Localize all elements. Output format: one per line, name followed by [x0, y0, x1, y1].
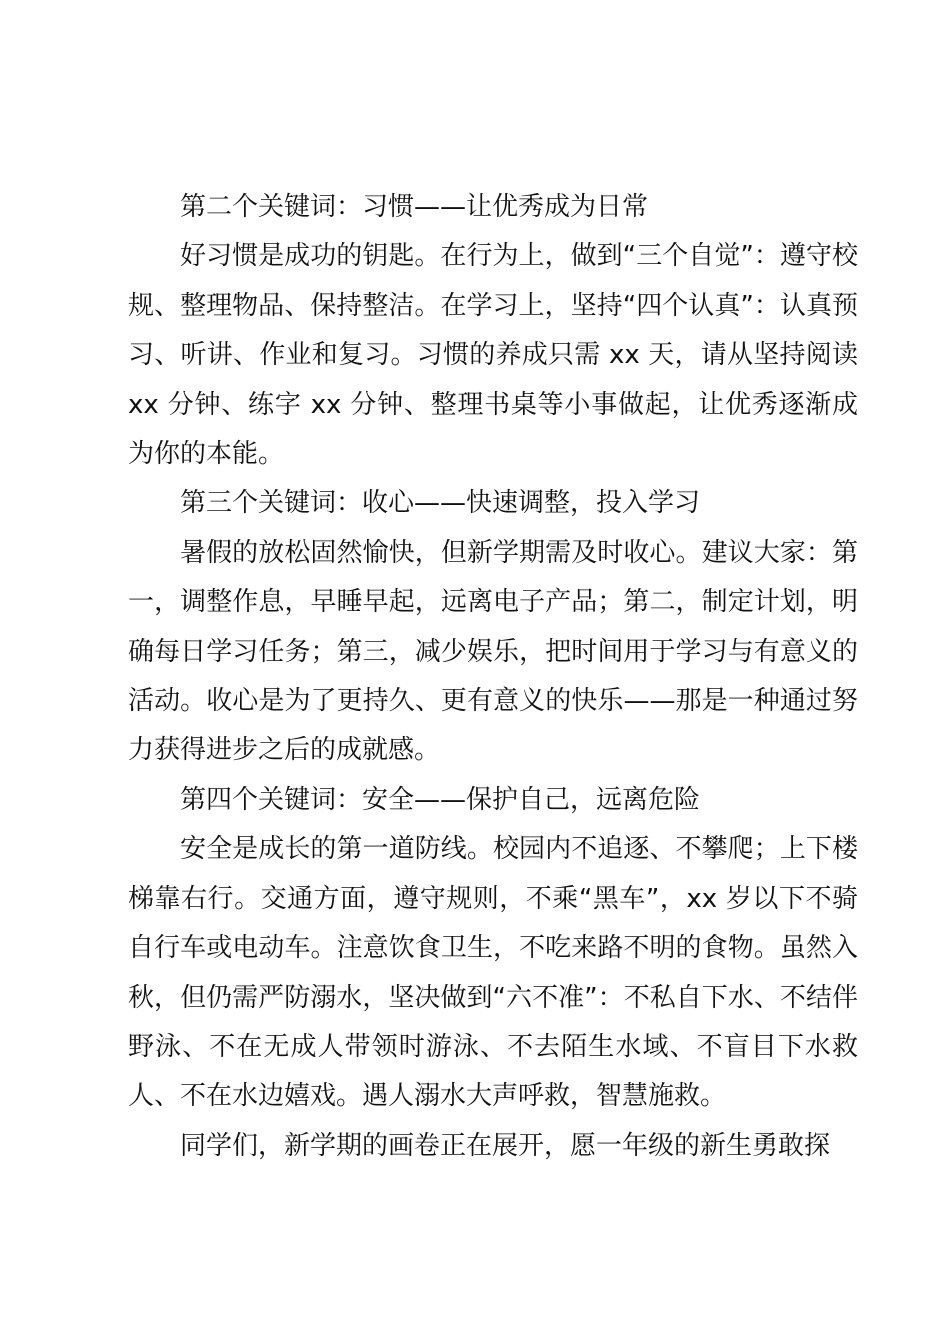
- paragraph-habit: 好习惯是成功的钥匙。在行为上，做到“三个自觉”：遵守校规、整理物品、保持整洁。在学习上，坚持“四个认真”：认真预习、听讲、作业和复习。习惯的养成只需 xx 天，请从坚持阅读 xx 分钟、练字 xx 分钟、整理书桌等小事做起，让优秀逐渐成为你的本能。: [128, 241, 858, 470]
- document-body: [128, 183, 858, 1171]
- section-heading-habit: 第二个关键词：习惯——让优秀成为日常: [180, 192, 649, 222]
- paragraph-closing: 同学们，新学期的画卷正在展开，愿一年级的新生勇敢探: [180, 1130, 831, 1161]
- paragraph-safety: 安全是成长的第一道防线。校园内不追逐、不攀爬；上下楼梯靠右行。交通方面，遵守规则，不乘“黑车”，xx 岁以下不骑自行车或电动车。注意饮食卫生，不吃来路不明的食物。虽然入秋，但仍需严防溺水，坚决做到“六不准”：不私自下水、不结伴野泳、不在无成人带领时游泳、不去陌生水域、不盲目下水救人、不在水边嬉戏。遇人溺水大声呼救，智慧施救。: [128, 834, 858, 1112]
- paragraph-focus: 暑假的放松固然愉快，但新学期需及时收心。建议大家：第一，调整作息，早睡早起，远离电子产品；第二，制定计划，明确每日学习任务；第三，减少娱乐，把时间用于学习与有意义的活动。收心是为了更持久、更有意义的快乐——那是一种通过努力获得进步之后的成就感。: [128, 537, 858, 766]
- section-heading-focus: 第三个关键词：收心——快速调整，投入学习: [180, 488, 701, 519]
- section-heading-safety: 第四个关键词：安全——保护自己，远离危险: [180, 784, 701, 815]
